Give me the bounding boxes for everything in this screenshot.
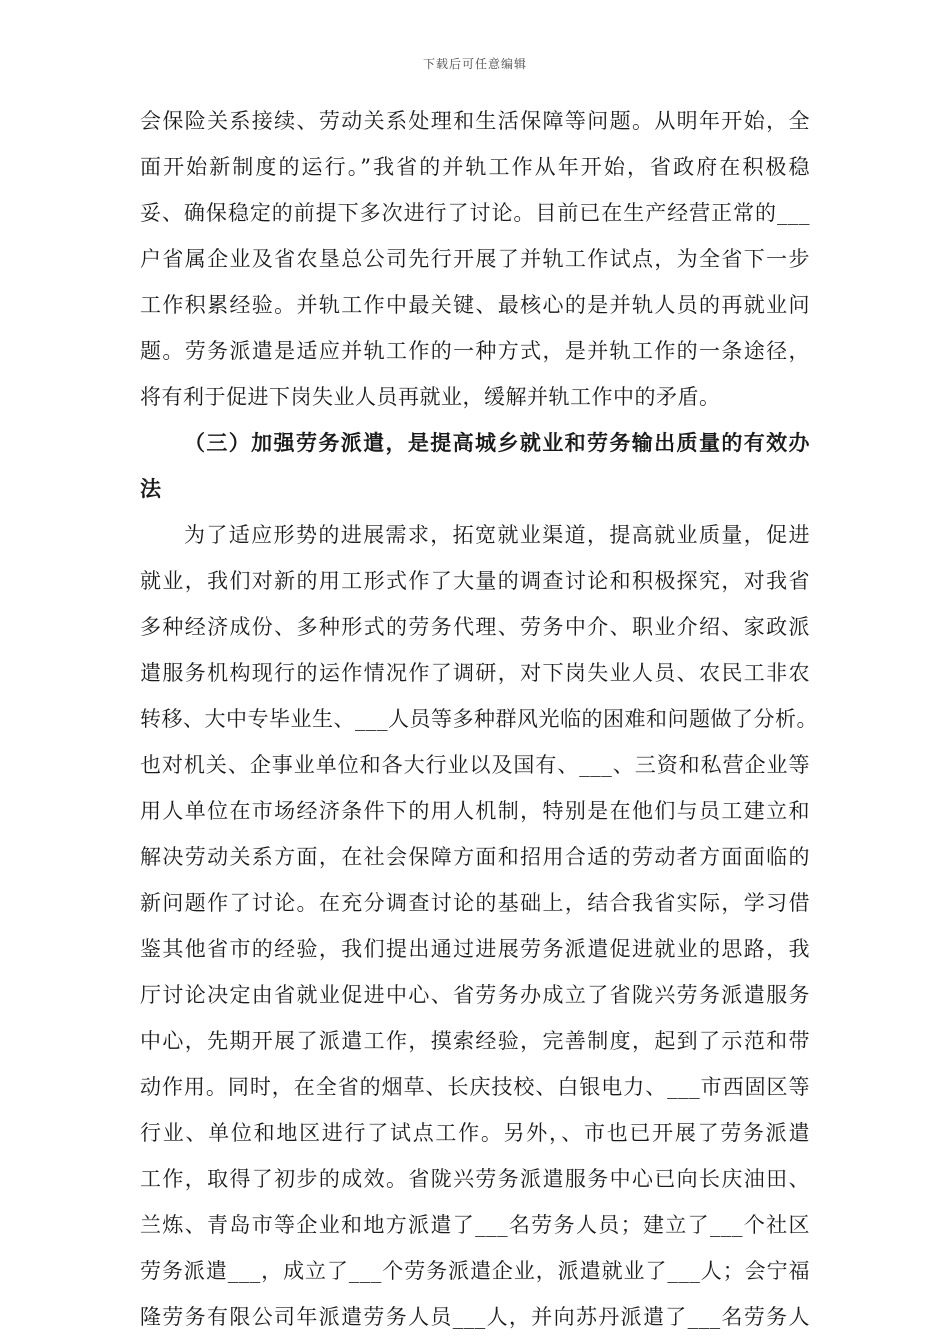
text-line: 解决劳动关系方面，在社会保障方面和招用合适的劳动者方面面临的 — [140, 845, 810, 869]
text-line: 将有利于促进下岗失业人员再就业，缓解并轨工作中的矛盾。 — [140, 385, 721, 409]
text-line: 就业，我们对新的用工形式作了大量的调查讨论和积极探究，对我省 — [140, 569, 810, 593]
document-body — [140, 98, 818, 1340]
text-line: 隆劳务有限公司年派遣劳务人员___人，并向苏丹派遣了___名劳务人 — [140, 1305, 810, 1329]
text-line: 会保险关系接续、劳动关系处理和生活保障等问题。从明年开始，全 — [140, 109, 810, 133]
text-line: 多种经济成份、多种形式的劳务代理、劳务中介、职业介绍、家政派 — [140, 615, 810, 639]
text-line: 工作积累经验。并轨工作中最关键、最核心的是并轨人员的再就业问 — [140, 293, 810, 317]
text-line: 为了适应形势的进展需求，拓宽就业渠道，提高就业质量，促进 — [184, 523, 810, 547]
text-line: 新问题作了讨论。在充分调查讨论的基础上，结合我省实际，学习借 — [140, 891, 810, 915]
section-heading: （三）加强劳务派遣，是提高城乡就业和劳务输出质量的有效办 — [184, 430, 810, 455]
text-line: 行业、单位和地区进行了试点工作。另外，、市也已开展了劳务派遣 — [140, 1121, 810, 1145]
section-heading-continued: 法 — [140, 476, 162, 501]
text-line: 中心，先期开展了派遣工作，摸索经验，完善制度，起到了示范和带 — [140, 1029, 810, 1053]
text-line: 工作，取得了初步的成效。省陇兴劳务派遣服务中心已向长庆油田、 — [140, 1167, 810, 1191]
text-line: 面开始新制度的运行。”我省的并轨工作从年开始，省政府在积极稳 — [140, 155, 810, 179]
text-line: 也对机关、企事业单位和各大行业以及国有、___、三资和私营企业等 — [140, 753, 810, 777]
text-line: 兰炼、青岛市等企业和地方派遣了___名劳务人员；建立了___个社区 — [140, 1213, 810, 1237]
text-line: 用人单位在市场经济条件下的用人机制，特别是在他们与员工建立和 — [140, 799, 810, 823]
text-line: 厅讨论决定由省就业促进中心、省劳务办成立了省陇兴劳务派遣服务 — [140, 983, 810, 1007]
text-line: 劳务派遣___，成立了___个劳务派遣企业，派遣就业了___人；会宁福 — [140, 1259, 810, 1283]
text-line: 妥、确保稳定的前提下多次进行了讨论。目前已在生产经营正常的___ — [140, 201, 810, 225]
text-line: 鉴其他省市的经验，我们提出通过进展劳务派遣促进就业的思路，我 — [140, 937, 810, 961]
text-line: 动作用。同时，在全省的烟草、长庆技校、白银电力、___市西固区等 — [140, 1075, 810, 1099]
text-line: 户省属企业及省农垦总公司先行开展了并轨工作试点，为全省下一步 — [140, 247, 810, 271]
text-line: 遣服务机构现行的运作情况作了调研，对下岗失业人员、农民工非农 — [140, 661, 810, 685]
text-line: 题。劳务派遣是适应并轨工作的一种方式，是并轨工作的一条途径， — [140, 339, 810, 363]
page-header: 下载后可任意编辑 — [422, 57, 527, 71]
text-line: 转移、大中专毕业生、___人员等多种群风光临的困难和问题做了分析。 — [140, 707, 818, 731]
